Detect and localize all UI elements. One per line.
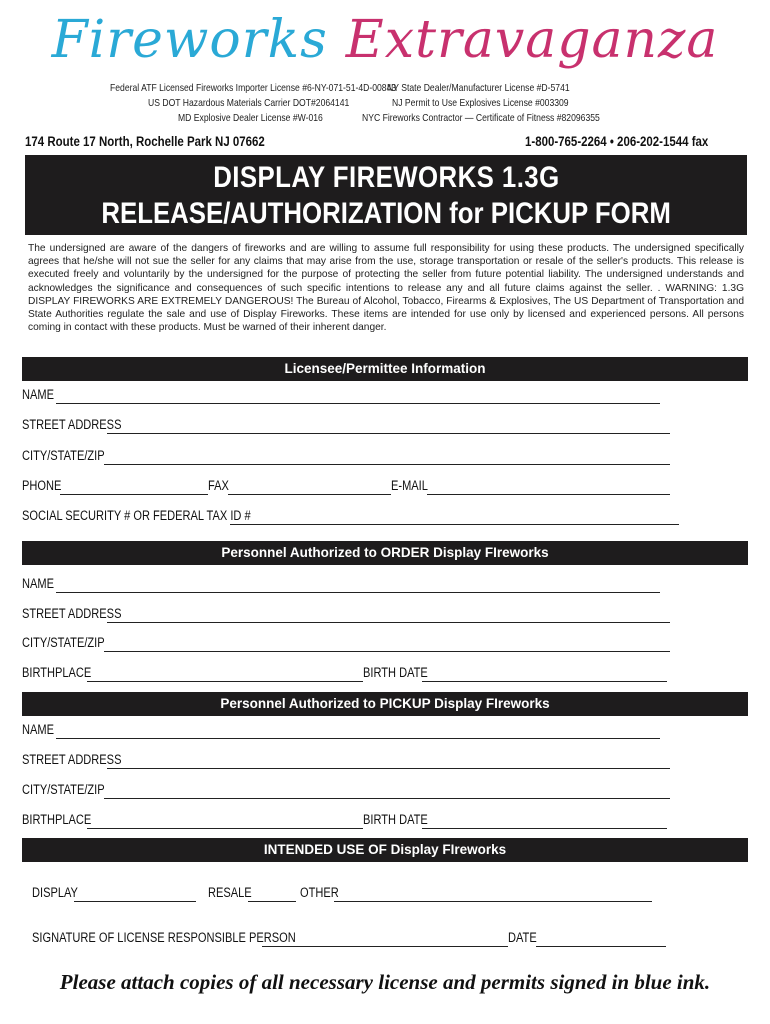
- footer-instruction: Please attach copies of all necessary license and permits signed in blue ink.: [59, 970, 711, 994]
- licensee-email-field[interactable]: [427, 494, 670, 495]
- section-pickup-header: Personnel Authorized to PICKUP Display FIreworks: [22, 692, 748, 716]
- licensee-name-field[interactable]: [56, 403, 660, 404]
- license-ny-state: NY State Dealer/Manufacturer License #D-5741: [387, 82, 570, 94]
- licensee-city-field[interactable]: [104, 464, 670, 465]
- order-street-field[interactable]: [107, 622, 670, 623]
- other-field[interactable]: [334, 901, 652, 902]
- pickup-name-label: NAME: [22, 722, 54, 737]
- licensee-name-label: NAME: [22, 387, 54, 402]
- license-nj-permit: NJ Permit to Use Explosives License #003309: [392, 97, 569, 109]
- pickup-city-label: CITY/STATE/ZIP: [22, 782, 105, 797]
- order-birthplace-label: BIRTHPLACE: [22, 665, 92, 680]
- order-city-label: CITY/STATE/ZIP: [22, 635, 105, 650]
- section-licensee-header: Licensee/Permittee Information: [22, 357, 748, 381]
- license-md-dealer: MD Explosive Dealer License #W-016: [178, 112, 323, 124]
- display-field[interactable]: [74, 901, 196, 902]
- form-title-box: [25, 155, 747, 235]
- pickup-name-field[interactable]: [56, 738, 660, 739]
- signature-label: SIGNATURE OF LICENSE RESPONSIBLE PERSON: [32, 930, 296, 945]
- license-atf: Federal ATF Licensed Fireworks Importer License #6-NY-071-51-4D-00843: [110, 82, 397, 94]
- license-us-dot: US DOT Hazardous Materials Carrier DOT#2064141: [148, 97, 350, 109]
- order-city-field[interactable]: [104, 651, 670, 652]
- section-intended-header: INTENDED USE OF Display FIreworks: [22, 838, 748, 862]
- licensee-fax-label: FAX: [208, 478, 229, 493]
- order-birthplace-field[interactable]: [87, 681, 363, 682]
- logo-word-fireworks: Fireworks: [51, 10, 328, 70]
- license-nyc-contractor: NYC Fireworks Contractor — Certificate of Fitness #82096355: [362, 112, 600, 124]
- order-name-label: NAME: [22, 576, 54, 591]
- licensee-phone-field[interactable]: [60, 494, 208, 495]
- pickup-birthdate-label: BIRTH DATE: [363, 812, 428, 827]
- licensee-ssn-label: SOCIAL SECURITY # OR FEDERAL TAX ID #: [22, 508, 251, 523]
- form-title: DISPLAY FIREWORKS 1.3G: [212, 161, 560, 194]
- licensee-email-label: E-MAIL: [391, 478, 428, 493]
- licensee-street-label: STREET ADDRESS: [22, 417, 122, 432]
- other-label: OTHER: [300, 885, 339, 900]
- licensee-ssn-field[interactable]: [230, 524, 679, 525]
- order-birthdate-label: BIRTH DATE: [363, 665, 428, 680]
- release-disclaimer: The undersigned are aware of the dangers of fireworks and are willing to assume full responsibility for using these products. The undersigned specifically agrees that he/she will not sue the seller for any claims that may arise from the use, storage transportation or resale of the seller's products. This release is executed freely and voluntarily by the undersigned for the purpose of protecting the seller from future potential liability. The undersigned understands and acknowledges the significance and consequences of such specific intentions to release any and all future claims against the seller. . WARNING: 1.3G DISPLAY FIREWORKS ARE EXTREMELY DANGEROUS! The Bureau of Alcohol, Tobacco, Firearms & Explosives, The US Department of Transportation and State Authorities regulate the sale and use of Display Fireworks. These items are intended for use only by licensed and experienced persons. All persons coming in contact with these products. Must be warned of their inherent danger.: [28, 243, 744, 334]
- resale-label: RESALE: [208, 885, 252, 900]
- pickup-birthplace-field[interactable]: [87, 828, 363, 829]
- pickup-street-field[interactable]: [107, 768, 670, 769]
- licensee-street-field[interactable]: [107, 433, 670, 434]
- licensee-city-label: CITY/STATE/ZIP: [22, 448, 105, 463]
- pickup-street-label: STREET ADDRESS: [22, 752, 122, 767]
- display-label: DISPLAY: [32, 885, 78, 900]
- form-subtitle: RELEASE/AUTHORIZATION for PICKUP FORM: [101, 197, 671, 230]
- signature-field[interactable]: [262, 946, 508, 947]
- company-logo: [0, 10, 770, 70]
- order-name-field[interactable]: [56, 592, 660, 593]
- pickup-birthplace-label: BIRTHPLACE: [22, 812, 92, 827]
- signature-date-field[interactable]: [536, 946, 666, 947]
- logo-word-extravaganza: Extravaganza: [345, 10, 719, 70]
- signature-date-label: DATE: [508, 930, 537, 945]
- company-address: 174 Route 17 North, Rochelle Park NJ 07662: [25, 134, 265, 149]
- licensee-phone-label: PHONE: [22, 478, 62, 493]
- section-order-header: Personnel Authorized to ORDER Display FIreworks: [22, 541, 748, 565]
- order-street-label: STREET ADDRESS: [22, 606, 122, 621]
- company-phone: 1-800-765-2264 • 206-202-1544 fax: [525, 134, 709, 149]
- resale-field[interactable]: [248, 901, 296, 902]
- licensee-fax-field[interactable]: [228, 494, 391, 495]
- pickup-city-field[interactable]: [104, 798, 670, 799]
- order-birthdate-field[interactable]: [422, 681, 667, 682]
- pickup-birthdate-field[interactable]: [422, 828, 667, 829]
